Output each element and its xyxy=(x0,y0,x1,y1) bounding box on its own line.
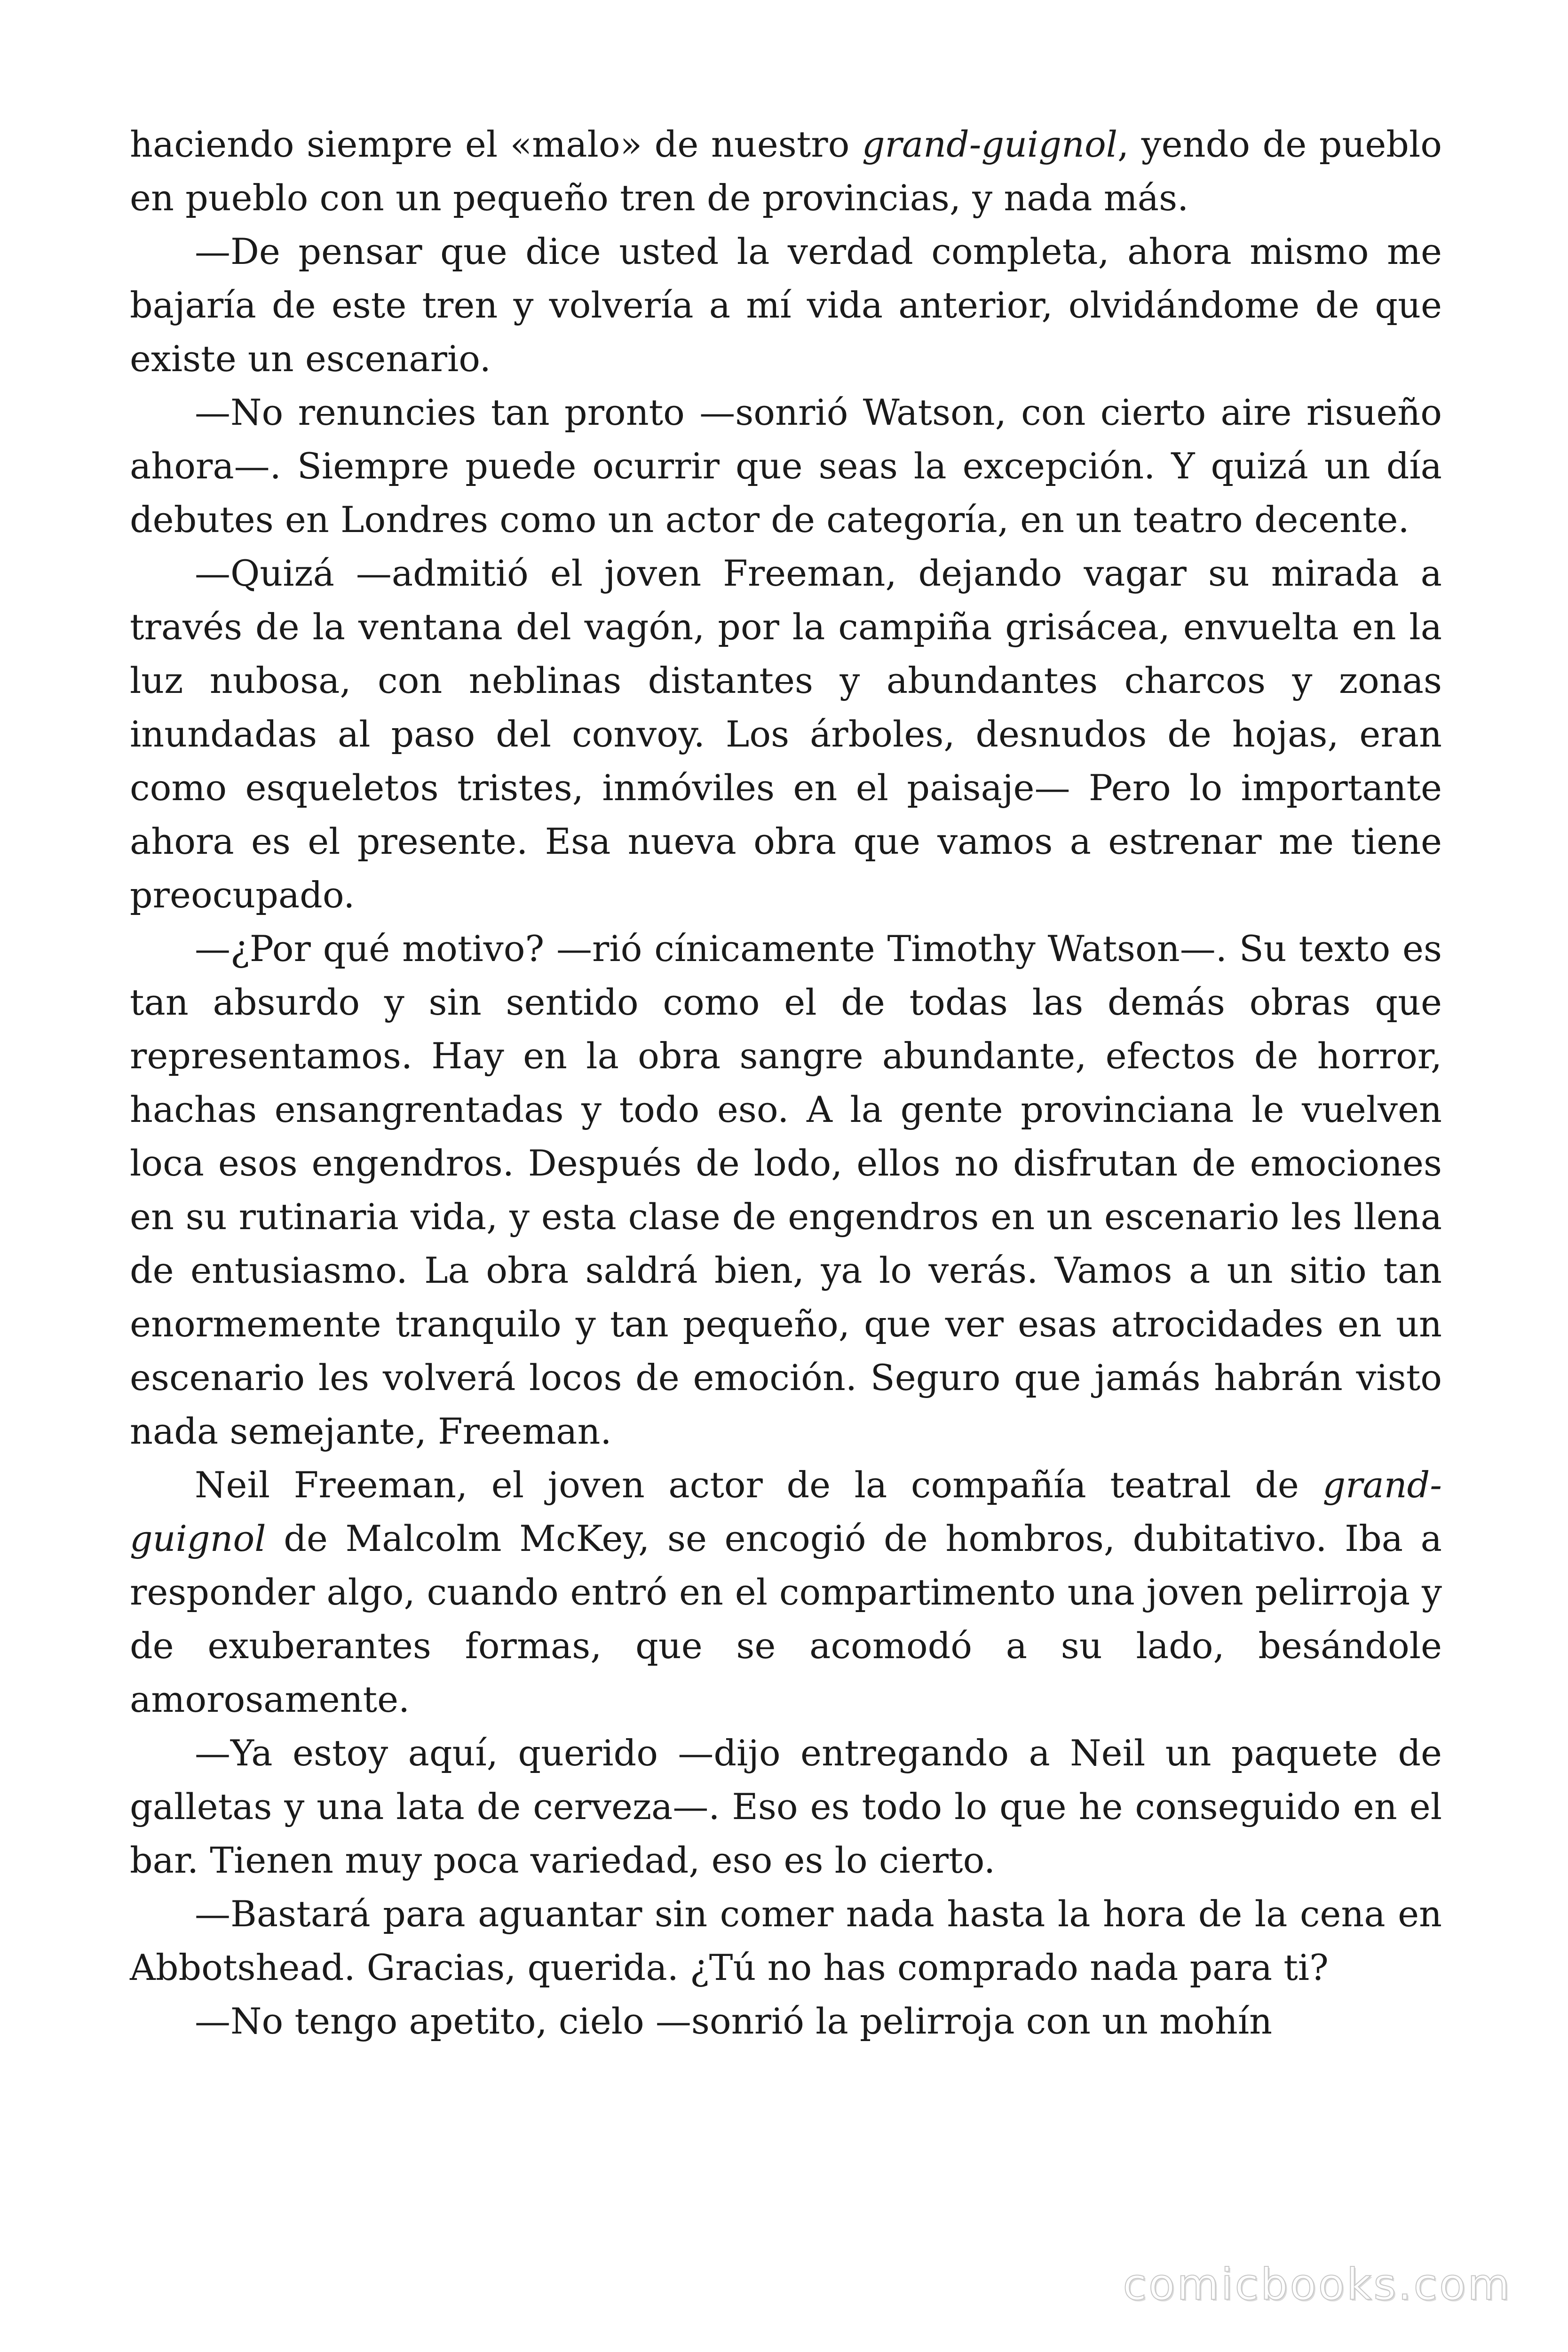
text-run: —Bastará para aguantar sin comer nada hasta la hora de la cena en Abbotshead. Gracias, querida. ¿Tú no has comprado nada para ti? xyxy=(130,1893,1442,1988)
watermark: comicbooks.com xyxy=(1123,2259,1512,2310)
text-run: —De pensar que dice usted la verdad completa, ahora mismo me bajaría de este tren y volvería a mí vida anterior, olvidándome de que existe un escenario. xyxy=(130,230,1442,380)
italic-text: grand-guignol xyxy=(130,1464,1442,1559)
text-run: —Ya estoy aquí, querido —dijo entregando a Neil un paquete de galletas y una lata de cerveza—. Eso es todo lo que he conseguido en el bar. Tienen muy poca variedad, eso es lo cierto. xyxy=(130,1732,1442,1881)
text-run: —No renuncies tan pronto —sonrió Watson, con cierto aire risueño ahora—. Siempre puede ocurrir que seas la excepción. Y quizá un día debutes en Londres como un actor de categoría, en un teatro decente. xyxy=(130,391,1442,540)
text-run: Neil Freeman, el joven actor de la compañía teatral de xyxy=(195,1464,1323,1506)
paragraph xyxy=(130,547,1442,922)
text-run: —¿Por qué motivo? —rió cínicamente Timothy Watson—. Su texto es tan absurdo y sin sentido como el de todas las demás obras que representamos. Hay en la obra sangre abundante, efectos de horror, hachas ensangrentadas y todo eso. A la gente provinciana le vuelven loca esos engendros. Después de lodo, ellos no disfrutan de emociones en su rutinaria vida, y esta clase de engendros en un escenario les llena de entusiasmo. La obra saldrá bien, ya lo verás. Vamos a un sitio tan enormemente tranquilo y tan pequeño, que ver esas atrocidades en un escenario les volverá locos de emoción. Seguro que jamás habrán visto nada semejante, Freeman. xyxy=(130,928,1442,1452)
paragraph xyxy=(130,1994,1442,2048)
paragraph xyxy=(130,386,1442,547)
page-body xyxy=(130,118,1442,2048)
paragraph xyxy=(130,1887,1442,1994)
paragraph xyxy=(130,922,1442,1458)
text-run: haciendo siempre el «malo» de nuestro xyxy=(130,123,862,165)
paragraph xyxy=(130,118,1442,225)
paragraph xyxy=(130,225,1442,386)
italic-text: grand-guignol xyxy=(862,123,1118,165)
text-run: , yendo de pueblo en pueblo con un pequeño tren de provincias, y nada más. xyxy=(130,123,1442,219)
text-run: de Malcolm McKey, se encogió de hombros, dubitativo. Iba a responder algo, cuando entró en el compartimento una joven pelirroja y de exuberantes formas, que se acomodó a su lado, besándole amorosamente. xyxy=(130,1518,1442,1720)
paragraph xyxy=(130,1726,1442,1887)
text-run: —No tengo apetito, cielo —sonrió la pelirroja con un mohín xyxy=(195,2000,1273,2042)
text-run: —Quizá —admitió el joven Freeman, dejando vagar su mirada a través de la ventana del vagón, por la campiña grisácea, envuelta en la luz nubosa, con neblinas distantes y abundantes charcos y zonas inundadas al paso del convoy. Los árboles, desnudos de hojas, eran como esqueletos tristes, inmóviles en el paisaje— Pero lo importante ahora es el presente. Esa nueva obra que vamos a estrenar me tiene preocupado. xyxy=(130,552,1442,916)
paragraph xyxy=(130,1458,1442,1726)
